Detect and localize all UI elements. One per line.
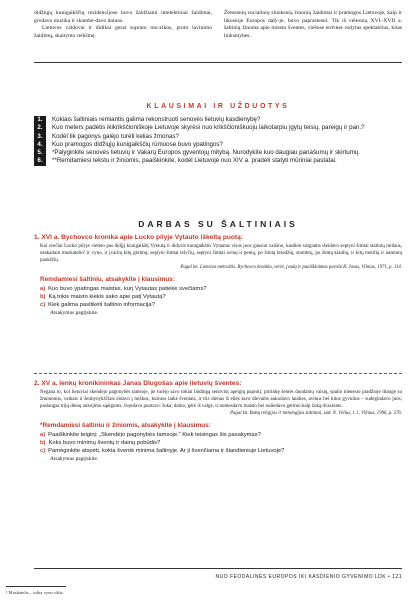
question-item — [34, 116, 402, 124]
column-left — [34, 10, 212, 40]
footnote-line — [6, 586, 66, 587]
task-letter: b) — [40, 294, 46, 301]
section-title: DARBAS SU ŠALTINIAIS — [138, 219, 298, 229]
source-title: 1. XVI a. Bychovco kronika apie Lucko pilyje Vytauto iškeltą puotą: — [34, 234, 243, 241]
task-item — [34, 285, 402, 293]
divider-line — [34, 62, 402, 63]
question-number: 2. — [34, 124, 46, 132]
task-item — [34, 447, 402, 455]
footer-line — [34, 568, 402, 569]
paragraph: didžiųjų kunigaikščių rezidencijose buvo žaidžiami intelektiniai žaidimai, grodavo muzika ir skambė-davo dainos. — [34, 10, 212, 24]
task-item — [34, 431, 402, 439]
question-text: Kokiais šaltiniais remiantis galima rekonstruoti senovės lietuvių kasdienybę? — [52, 116, 261, 123]
question-number: 6. — [34, 157, 46, 165]
question-number: 4. — [34, 141, 46, 149]
task-note: Atsakymus pagrįskite. — [50, 310, 99, 317]
source-block-2 — [34, 380, 402, 463]
task-letter: a) — [40, 286, 46, 293]
question-item — [34, 133, 402, 141]
source-block-1 — [34, 234, 402, 317]
task-text: Kiek galima pasitikėti šaltinio informacija? — [48, 302, 155, 309]
question-number: 5. — [34, 149, 46, 157]
task-item — [34, 439, 402, 447]
question-item — [34, 124, 402, 132]
question-item — [34, 149, 402, 157]
task-letter: b) — [40, 440, 46, 447]
source-reference: Pagal kn. Baltų religijos ir mitologijos šaltiniai, sud. N. Vėlius, t. 1, Vilnius, 1996, p. 576. — [230, 411, 402, 417]
source-reference: Pagal kn. Lietuvos metraštis. Bychovco kronika, vertė, įvadą ir paaiškinimus parašė R. Jasas, Vilnius, 1971, p. 114. — [180, 265, 402, 271]
question-text: **Remdamiesi tekstu ir žiniomis, paaiškinkite, kodėl Lietuvoje nuo XIV a. pradėti statyti mūriniai pastatai. — [52, 157, 337, 165]
task-text: Pamėginkite atspėti, kokia šventė minima šaltinyje. Ar ji švenčiama ir šiandieniuje Lietuvoje? — [48, 448, 285, 455]
top-columns — [34, 10, 402, 40]
questions-list — [34, 116, 402, 166]
task-text: Koks buvo minimų šventų ir dainų pobūdis? — [48, 440, 161, 447]
source-title: 2. XV a. lenkų kronikininkas Janas Dlugošas apie lietuvių šventes: — [34, 380, 242, 387]
task-item — [34, 293, 402, 301]
paragraph: Lietuvos valdovai ir didikai gerai suprato mu-zikos, proto lavinimo žaidimų, skaitymo reikšmę. — [34, 25, 212, 39]
questions-title: KLAUSIMAI IR UŽDUOTYS — [146, 103, 290, 110]
task-letter: c) — [40, 302, 46, 309]
question-number: 3. — [34, 133, 46, 141]
question-item — [34, 157, 402, 165]
question-text: Kuo meters padėtis ikikrikščioniškoje Lietuvoje skyrėsi nuo krikščioniškuoju laikotarpiu įgytų teisių, pareigų ir pan.? — [52, 124, 365, 132]
task-letter: a) — [40, 432, 46, 439]
column-right — [224, 10, 402, 40]
paragraph: Žemesnių socialinių sluoksnių žmonių žaidimai ir pramogos Lietuvoje, kaip ir likusioje Europos daly-je, buvo paprastesni. Tik iš vėlesnių XVI–XVII a. šaltinių žinoma apie miesto šventes, viešose erdvėse rodytus spektaklius, kitas linksmybes. — [224, 10, 402, 39]
task-item — [34, 301, 402, 309]
question-text: Kuo pramogos didžiųjų kunigaikščių rūmuose buvo ypatingos? — [52, 140, 223, 148]
task-title: *Remdamiesi šaltiniu ir žiniomis, atsakykite į klausimus: — [40, 422, 211, 430]
task-text: Kuo buvo ypatingas maistas, kurį Vytautas patiekė svečiams? — [48, 286, 207, 293]
question-text: Kodėl tik pagonys galėjo turėti kelias žmonas? — [52, 132, 179, 140]
source-text: Negana to, kol lietuviai skendėjo pagonybės tamsoje, jie turėjo savo tokiai būdingą senovinį apeigių paprotį: pririnkę šemės duodamų vaisių, spalio mėnesio pradžioje draugė su žmonomis, vaikais ir šeimynykščiais eidavo į miškus, kuriuos laikė šventais, ir tris dienas iš eilės savo dievams aukodavo laudies, avinus bei kitus gyvulius – sudegindavo juos; paslaugas trijų dienų aukojimo sąeigoms, švęsdavo puotavo: šoka, daino, gėrė iš valgė, ir numesdavo maisto bei nuliedavo gėrimo kalp žuką dvasioms. — [40, 390, 402, 409]
question-number: 1. — [34, 116, 46, 124]
task-note: Atsakymus pagrįskite. — [50, 456, 99, 463]
page-footer: NUO FEODALINĖS EUROPOS IKI KASDIENIO GYVENIMO LDK • 121 — [215, 574, 402, 580]
task-text: Ką tokis maisto kiekis sako apie patį Vytautą? — [48, 294, 166, 301]
task-letter: c) — [40, 448, 46, 455]
question-text: *Palyginkite senovės lietuvių ir Vakarų Europos gyventojų mitybą. Nurodykite kuo daugiau panašumų ir skirtumų. — [52, 149, 361, 157]
source-text: Kai svečiai Lucko pilyje vieteto pas didįjį kunigaikštį Vytautą ir didysis kunigaikštis Vytautas visus juos gausiai vaišino, kasdien valgiams išeidavo septyni šimtai statinių midaus, neskaitant muskatelio¹ ir vyno, ir įvairių kitų gėrimų; septyni šimtai telyčių, septyni šimtai avinų ir penių, po šimtą briedžių, stumbrų, po šimtą kiaulių, ir kitų meitlių ir naminių paukščių. — [40, 244, 402, 263]
dashed-divider — [34, 373, 402, 374]
task-text: Paaiškinkite teiginį: „Skendėjo pagonybės tamsoje.“ Kiek teisingas šis pasakymas? — [48, 432, 261, 439]
question-item — [34, 141, 402, 149]
questions-box — [34, 103, 402, 166]
task-title: Remdamiesi šaltiniu, atsakykite į klausimus: — [40, 276, 175, 284]
footnote: ¹ Muskatelis – tokia vyno rūšis. — [6, 590, 64, 595]
